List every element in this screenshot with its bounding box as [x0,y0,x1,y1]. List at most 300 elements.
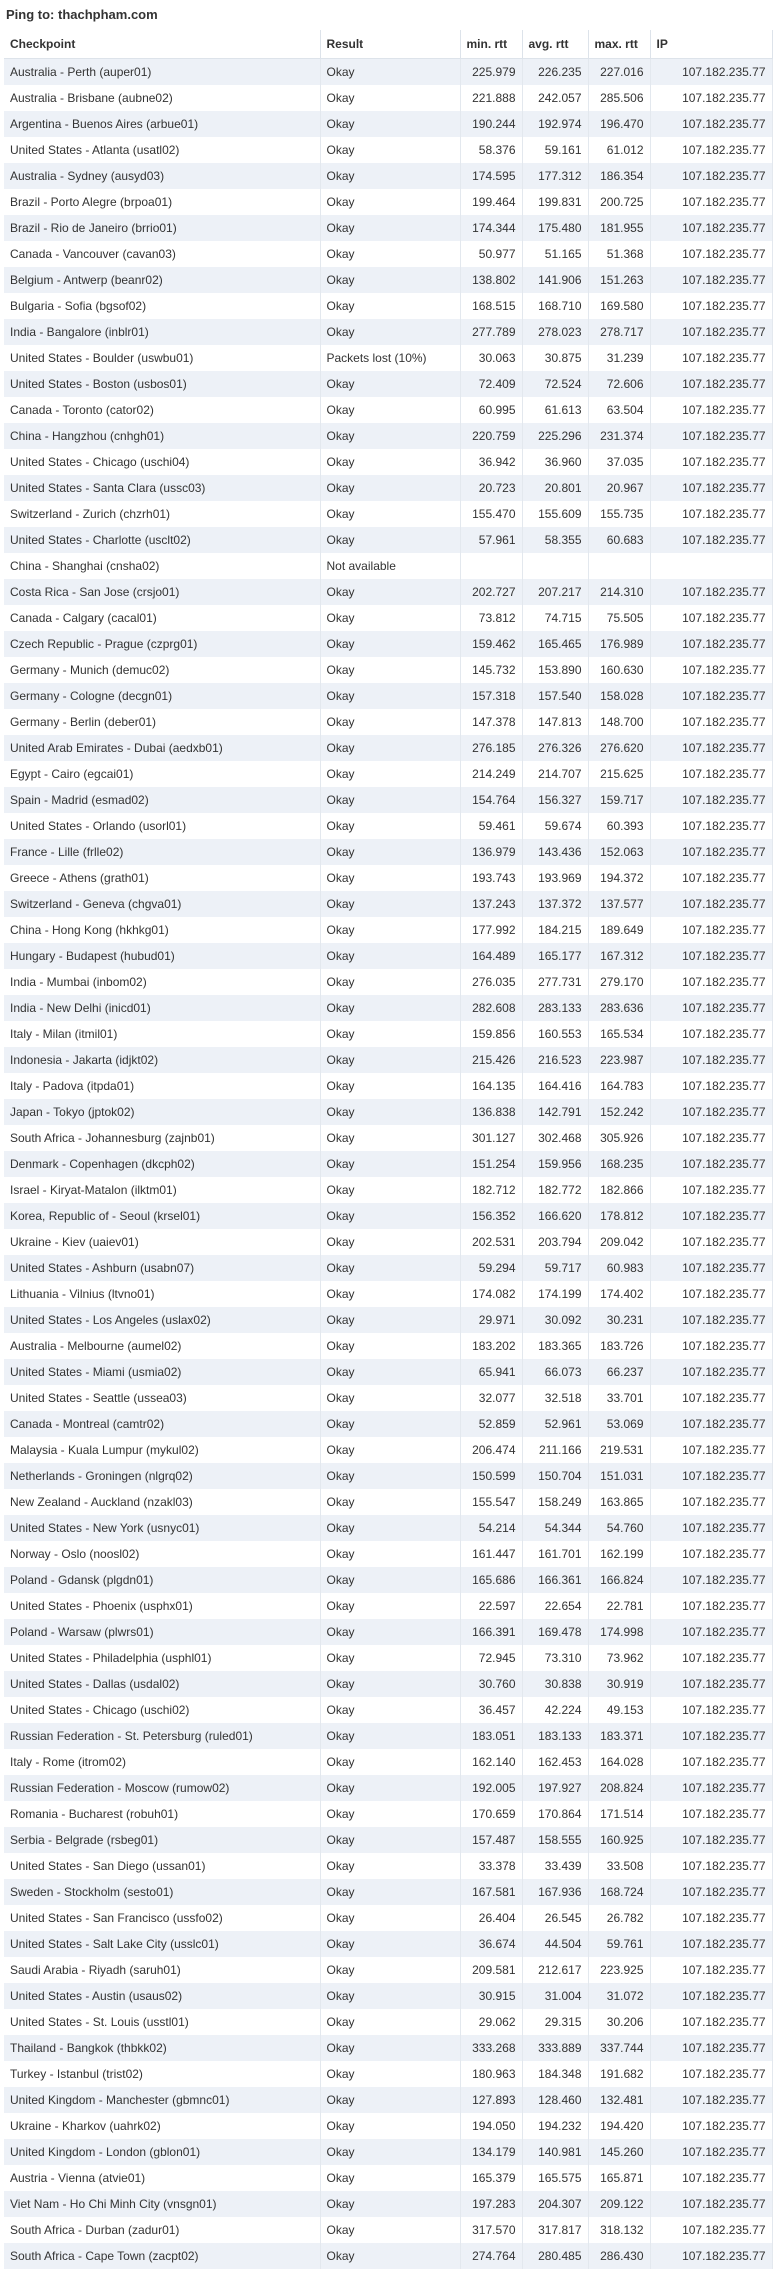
table-row [4,1021,772,1047]
min-rtt-cell: 277.789 [460,319,522,345]
max-rtt-cell: 152.063 [588,839,650,865]
min-rtt-cell: 221.888 [460,85,522,111]
table-row [4,1801,772,1827]
table-row [4,1697,772,1723]
ip-cell: 107.182.235.77 [650,995,772,1021]
result-cell: Okay [320,2113,460,2139]
table-row [4,163,772,189]
checkpoint-cell: Italy - Padova (itpda01) [4,1073,320,1099]
result-cell: Okay [320,1827,460,1853]
min-rtt-cell: 72.409 [460,371,522,397]
avg-rtt-cell: 157.540 [522,683,588,709]
min-rtt-cell: 209.581 [460,1957,522,1983]
result-cell: Okay [320,1697,460,1723]
ip-cell: 107.182.235.77 [650,1047,772,1073]
page-title: Ping to: thachpham.com [0,0,776,30]
result-cell: Okay [320,2009,460,2035]
checkpoint-cell: Canada - Montreal (camtr02) [4,1411,320,1437]
max-rtt-cell: 49.153 [588,1697,650,1723]
table-row [4,1463,772,1489]
ip-cell: 107.182.235.77 [650,1489,772,1515]
table-row [4,1619,772,1645]
ip-cell: 107.182.235.77 [650,1073,772,1099]
avg-rtt-cell: 51.165 [522,241,588,267]
table-row [4,319,772,345]
max-rtt-cell: 31.072 [588,1983,650,2009]
result-cell: Okay [320,1645,460,1671]
min-rtt-cell: 190.244 [460,111,522,137]
avg-rtt-cell: 166.361 [522,1567,588,1593]
max-rtt-cell: 286.430 [588,2243,650,2269]
result-cell: Okay [320,995,460,1021]
avg-rtt-cell: 22.654 [522,1593,588,1619]
ip-cell: 107.182.235.77 [650,475,772,501]
table-row [4,657,772,683]
max-rtt-cell: 30.919 [588,1671,650,1697]
avg-rtt-cell: 72.524 [522,371,588,397]
avg-rtt-cell: 142.791 [522,1099,588,1125]
min-rtt-cell: 154.764 [460,787,522,813]
avg-rtt-cell: 193.969 [522,865,588,891]
avg-rtt-cell: 30.875 [522,345,588,371]
avg-rtt-cell: 175.480 [522,215,588,241]
min-rtt-cell: 174.082 [460,1281,522,1307]
avg-rtt-cell: 168.710 [522,293,588,319]
min-rtt-cell: 36.942 [460,449,522,475]
table-row [4,1307,772,1333]
min-rtt-cell: 127.893 [460,2087,522,2113]
avg-rtt-cell: 199.831 [522,189,588,215]
avg-rtt-cell: 242.057 [522,85,588,111]
result-cell: Okay [320,683,460,709]
result-cell: Okay [320,1619,460,1645]
avg-rtt-cell: 225.296 [522,423,588,449]
min-rtt-cell: 183.051 [460,1723,522,1749]
avg-rtt-cell: 160.553 [522,1021,588,1047]
min-rtt-cell: 164.135 [460,1073,522,1099]
min-rtt-cell: 333.268 [460,2035,522,2061]
min-rtt-cell: 199.464 [460,189,522,215]
table-row [4,943,772,969]
avg-rtt-cell: 283.133 [522,995,588,1021]
result-cell: Okay [320,2139,460,2165]
checkpoint-cell: Israel - Kiryat-Matalon (ilktm01) [4,1177,320,1203]
result-cell: Okay [320,319,460,345]
min-rtt-cell: 194.050 [460,2113,522,2139]
table-row [4,2035,772,2061]
min-rtt-cell: 182.712 [460,1177,522,1203]
checkpoint-cell: South Africa - Cape Town (zacpt02) [4,2243,320,2269]
min-rtt-cell: 161.447 [460,1541,522,1567]
ip-cell: 107.182.235.77 [650,1203,772,1229]
min-rtt-cell: 30.760 [460,1671,522,1697]
ip-cell [650,553,772,579]
checkpoint-cell: Bulgaria - Sofia (bgsof02) [4,293,320,319]
result-cell: Okay [320,1671,460,1697]
table-row [4,1177,772,1203]
checkpoint-cell: Russian Federation - Moscow (rumow02) [4,1775,320,1801]
max-rtt-cell: 219.531 [588,1437,650,1463]
table-row [4,761,772,787]
max-rtt-cell: 208.824 [588,1775,650,1801]
ip-cell: 107.182.235.77 [650,605,772,631]
max-rtt-cell: 20.967 [588,475,650,501]
result-cell: Okay [320,709,460,735]
ip-cell: 107.182.235.77 [650,1671,772,1697]
ip-cell: 107.182.235.77 [650,1957,772,1983]
checkpoint-cell: Ukraine - Kharkov (uahrk02) [4,2113,320,2139]
min-rtt-cell: 26.404 [460,1905,522,1931]
result-cell: Okay [320,1333,460,1359]
min-rtt-cell: 52.859 [460,1411,522,1437]
table-row [4,995,772,1021]
table-row [4,85,772,111]
checkpoint-cell: China - Hong Kong (hkhkg01) [4,917,320,943]
checkpoint-cell: Australia - Sydney (ausyd03) [4,163,320,189]
table-row [4,1255,772,1281]
ip-cell: 107.182.235.77 [650,293,772,319]
max-rtt-cell: 200.725 [588,189,650,215]
column-header-checkpoint: Checkpoint [4,30,320,58]
max-rtt-cell: 37.035 [588,449,650,475]
ip-cell: 107.182.235.77 [650,683,772,709]
checkpoint-cell: United States - Los Angeles (uslax02) [4,1307,320,1333]
avg-rtt-cell: 158.555 [522,1827,588,1853]
result-cell: Okay [320,215,460,241]
avg-rtt-cell: 182.772 [522,1177,588,1203]
result-cell: Okay [320,1775,460,1801]
checkpoint-cell: Indonesia - Jakarta (idjkt02) [4,1047,320,1073]
max-rtt-cell: 183.371 [588,1723,650,1749]
checkpoint-cell: France - Lille (frlle02) [4,839,320,865]
table-row [4,449,772,475]
max-rtt-cell: 152.242 [588,1099,650,1125]
max-rtt-cell: 171.514 [588,1801,650,1827]
avg-rtt-cell: 147.813 [522,709,588,735]
checkpoint-cell: United States - Phoenix (usphx01) [4,1593,320,1619]
avg-rtt-cell: 278.023 [522,319,588,345]
checkpoint-cell: United States - Boston (usbos01) [4,371,320,397]
ip-cell: 107.182.235.77 [650,345,772,371]
table-row [4,1723,772,1749]
table-row [4,423,772,449]
checkpoint-cell: Italy - Milan (itmil01) [4,1021,320,1047]
result-cell: Okay [320,189,460,215]
max-rtt-cell: 30.206 [588,2009,650,2035]
ip-cell: 107.182.235.77 [650,1281,772,1307]
ip-cell: 107.182.235.77 [650,163,772,189]
ip-cell: 107.182.235.77 [650,1177,772,1203]
max-rtt-cell: 155.735 [588,501,650,527]
table-row [4,1905,772,1931]
avg-rtt-cell: 183.133 [522,1723,588,1749]
table-row [4,631,772,657]
table-row [4,1099,772,1125]
min-rtt-cell: 155.470 [460,501,522,527]
table-row [4,2113,772,2139]
ip-cell: 107.182.235.77 [650,1723,772,1749]
min-rtt-cell: 202.727 [460,579,522,605]
avg-rtt-cell: 302.468 [522,1125,588,1151]
column-header-avg-rtt: avg. rtt [522,30,588,58]
avg-rtt-cell: 26.545 [522,1905,588,1931]
min-rtt-cell [460,553,522,579]
result-cell: Okay [320,1593,460,1619]
min-rtt-cell: 317.570 [460,2217,522,2243]
ip-cell: 107.182.235.77 [650,449,772,475]
checkpoint-cell: United States - Orlando (usorl01) [4,813,320,839]
table-row [4,2217,772,2243]
checkpoint-cell: United States - San Diego (ussan01) [4,1853,320,1879]
min-rtt-cell: 215.426 [460,1047,522,1073]
result-cell: Okay [320,1307,460,1333]
max-rtt-cell: 31.239 [588,345,650,371]
ip-cell: 107.182.235.77 [650,787,772,813]
ip-cell: 107.182.235.77 [650,1697,772,1723]
min-rtt-cell: 165.686 [460,1567,522,1593]
avg-rtt-cell: 59.674 [522,813,588,839]
column-header-max-rtt: max. rtt [588,30,650,58]
min-rtt-cell: 214.249 [460,761,522,787]
table-row [4,787,772,813]
result-cell: Okay [320,1853,460,1879]
ip-cell: 107.182.235.77 [650,1099,772,1125]
table-row [4,189,772,215]
ip-cell: 107.182.235.77 [650,1541,772,1567]
table-row [4,1983,772,2009]
table-row [4,1593,772,1619]
min-rtt-cell: 162.140 [460,1749,522,1775]
table-row [4,2191,772,2217]
table-row [4,2139,772,2165]
max-rtt-cell: 132.481 [588,2087,650,2113]
result-cell: Okay [320,1177,460,1203]
max-rtt-cell: 276.620 [588,735,650,761]
ip-cell: 107.182.235.77 [650,501,772,527]
avg-rtt-cell: 184.348 [522,2061,588,2087]
checkpoint-cell: United States - Dallas (usdal02) [4,1671,320,1697]
table-row [4,553,772,579]
avg-rtt-cell: 30.092 [522,1307,588,1333]
avg-rtt-cell: 194.232 [522,2113,588,2139]
max-rtt-cell: 168.235 [588,1151,650,1177]
checkpoint-cell: Serbia - Belgrade (rsbeg01) [4,1827,320,1853]
checkpoint-cell: United States - Philadelphia (usphl01) [4,1645,320,1671]
table-row [4,1125,772,1151]
avg-rtt-cell: 169.478 [522,1619,588,1645]
ip-cell: 107.182.235.77 [650,1567,772,1593]
checkpoint-cell: Australia - Melbourne (aumel02) [4,1333,320,1359]
max-rtt-cell: 214.310 [588,579,650,605]
table-row [4,1229,772,1255]
ip-cell: 107.182.235.77 [650,2061,772,2087]
min-rtt-cell: 282.608 [460,995,522,1021]
ip-cell: 107.182.235.77 [650,2165,772,2191]
result-cell: Okay [320,1463,460,1489]
max-rtt-cell: 30.231 [588,1307,650,1333]
table-row [4,137,772,163]
result-cell: Okay [320,1385,460,1411]
ip-cell: 107.182.235.77 [650,1385,772,1411]
max-rtt-cell: 60.683 [588,527,650,553]
checkpoint-cell: Costa Rica - San Jose (crsjo01) [4,579,320,605]
checkpoint-cell: Switzerland - Zurich (chzrh01) [4,501,320,527]
table-row [4,2009,772,2035]
avg-rtt-cell: 207.217 [522,579,588,605]
result-cell: Okay [320,735,460,761]
column-header-ip: IP [650,30,772,58]
min-rtt-cell: 155.547 [460,1489,522,1515]
table-row [4,1281,772,1307]
result-cell: Okay [320,1203,460,1229]
max-rtt-cell: 223.925 [588,1957,650,1983]
table-row [4,891,772,917]
checkpoint-cell: Switzerland - Geneva (chgva01) [4,891,320,917]
checkpoint-cell: India - Mumbai (inbom02) [4,969,320,995]
table-row [4,1515,772,1541]
ip-cell: 107.182.235.77 [650,891,772,917]
result-cell: Okay [320,1723,460,1749]
min-rtt-cell: 50.977 [460,241,522,267]
avg-rtt-cell: 58.355 [522,527,588,553]
min-rtt-cell: 36.674 [460,1931,522,1957]
max-rtt-cell: 151.263 [588,267,650,293]
avg-rtt-cell: 30.838 [522,1671,588,1697]
avg-rtt-cell: 165.465 [522,631,588,657]
ip-cell: 107.182.235.77 [650,1021,772,1047]
max-rtt-cell: 26.782 [588,1905,650,1931]
table-row [4,527,772,553]
avg-rtt-cell: 214.707 [522,761,588,787]
max-rtt-cell: 178.812 [588,1203,650,1229]
avg-rtt-cell: 59.161 [522,137,588,163]
max-rtt-cell: 181.955 [588,215,650,241]
min-rtt-cell: 174.344 [460,215,522,241]
checkpoint-cell: Canada - Calgary (cacal01) [4,605,320,631]
result-cell: Okay [320,397,460,423]
max-rtt-cell: 158.028 [588,683,650,709]
avg-rtt-cell: 44.504 [522,1931,588,1957]
avg-rtt-cell: 29.315 [522,2009,588,2035]
ip-cell: 107.182.235.77 [650,241,772,267]
max-rtt-cell: 209.122 [588,2191,650,2217]
max-rtt-cell: 168.724 [588,1879,650,1905]
result-cell: Okay [320,813,460,839]
result-cell: Okay [320,241,460,267]
checkpoint-cell: United States - Chicago (uschi02) [4,1697,320,1723]
max-rtt-cell: 160.630 [588,657,650,683]
max-rtt-cell: 209.042 [588,1229,650,1255]
max-rtt-cell: 51.368 [588,241,650,267]
table-row [4,1047,772,1073]
max-rtt-cell: 166.824 [588,1567,650,1593]
avg-rtt-cell: 150.704 [522,1463,588,1489]
avg-rtt-cell: 158.249 [522,1489,588,1515]
checkpoint-cell: Hungary - Budapest (hubud01) [4,943,320,969]
table-row [4,1489,772,1515]
min-rtt-cell: 134.179 [460,2139,522,2165]
checkpoint-cell: China - Hangzhou (cnhgh01) [4,423,320,449]
min-rtt-cell: 157.318 [460,683,522,709]
checkpoint-cell: China - Shanghai (cnsha02) [4,553,320,579]
max-rtt-cell: 160.925 [588,1827,650,1853]
checkpoint-cell: Saudi Arabia - Riyadh (saruh01) [4,1957,320,1983]
min-rtt-cell: 166.391 [460,1619,522,1645]
table-row [4,1073,772,1099]
table-row [4,1567,772,1593]
ip-cell: 107.182.235.77 [650,215,772,241]
max-rtt-cell: 163.865 [588,1489,650,1515]
checkpoint-cell: United States - Austin (usaus02) [4,1983,320,2009]
checkpoint-cell: United States - St. Louis (usstl01) [4,2009,320,2035]
result-cell: Okay [320,163,460,189]
max-rtt-cell: 61.012 [588,137,650,163]
min-rtt-cell: 202.531 [460,1229,522,1255]
max-rtt-cell: 22.781 [588,1593,650,1619]
ip-cell: 107.182.235.77 [650,1333,772,1359]
ip-cell: 107.182.235.77 [650,969,772,995]
avg-rtt-cell: 184.215 [522,917,588,943]
result-cell: Okay [320,943,460,969]
min-rtt-cell: 164.489 [460,943,522,969]
table-row [4,1333,772,1359]
checkpoint-cell: Czech Republic - Prague (czprg01) [4,631,320,657]
avg-rtt-cell: 52.961 [522,1411,588,1437]
result-cell: Okay [320,2191,460,2217]
result-cell: Okay [320,1255,460,1281]
result-cell: Okay [320,1931,460,1957]
ip-cell: 107.182.235.77 [650,1515,772,1541]
avg-rtt-cell: 167.936 [522,1879,588,1905]
max-rtt-cell: 137.577 [588,891,650,917]
min-rtt-cell: 168.515 [460,293,522,319]
max-rtt-cell: 164.028 [588,1749,650,1775]
max-rtt-cell: 196.470 [588,111,650,137]
max-rtt-cell: 189.649 [588,917,650,943]
max-rtt-cell: 227.016 [588,58,650,85]
table-row [4,1775,772,1801]
result-cell: Okay [320,1359,460,1385]
min-rtt-cell: 159.462 [460,631,522,657]
result-cell: Okay [320,267,460,293]
checkpoint-cell: Viet Nam - Ho Chi Minh City (vnsgn01) [4,2191,320,2217]
avg-rtt-cell: 203.794 [522,1229,588,1255]
max-rtt-cell: 53.069 [588,1411,650,1437]
table-row [4,1203,772,1229]
table-row [4,215,772,241]
table-row [4,709,772,735]
ip-cell: 107.182.235.77 [650,1151,772,1177]
table-row [4,1827,772,1853]
min-rtt-cell: 157.487 [460,1827,522,1853]
column-header-result: Result [320,30,460,58]
avg-rtt-cell: 156.327 [522,787,588,813]
max-rtt-cell: 73.962 [588,1645,650,1671]
checkpoint-cell: United States - Charlotte (usclt02) [4,527,320,553]
max-rtt-cell: 169.580 [588,293,650,319]
result-cell: Okay [320,449,460,475]
avg-rtt-cell: 183.365 [522,1333,588,1359]
checkpoint-cell: Korea, Republic of - Seoul (krsel01) [4,1203,320,1229]
avg-rtt-cell: 159.956 [522,1151,588,1177]
avg-rtt-cell: 197.927 [522,1775,588,1801]
table-row [4,839,772,865]
ip-cell: 107.182.235.77 [650,58,772,85]
table-row [4,241,772,267]
max-rtt-cell: 176.989 [588,631,650,657]
min-rtt-cell: 183.202 [460,1333,522,1359]
min-rtt-cell: 138.802 [460,267,522,293]
